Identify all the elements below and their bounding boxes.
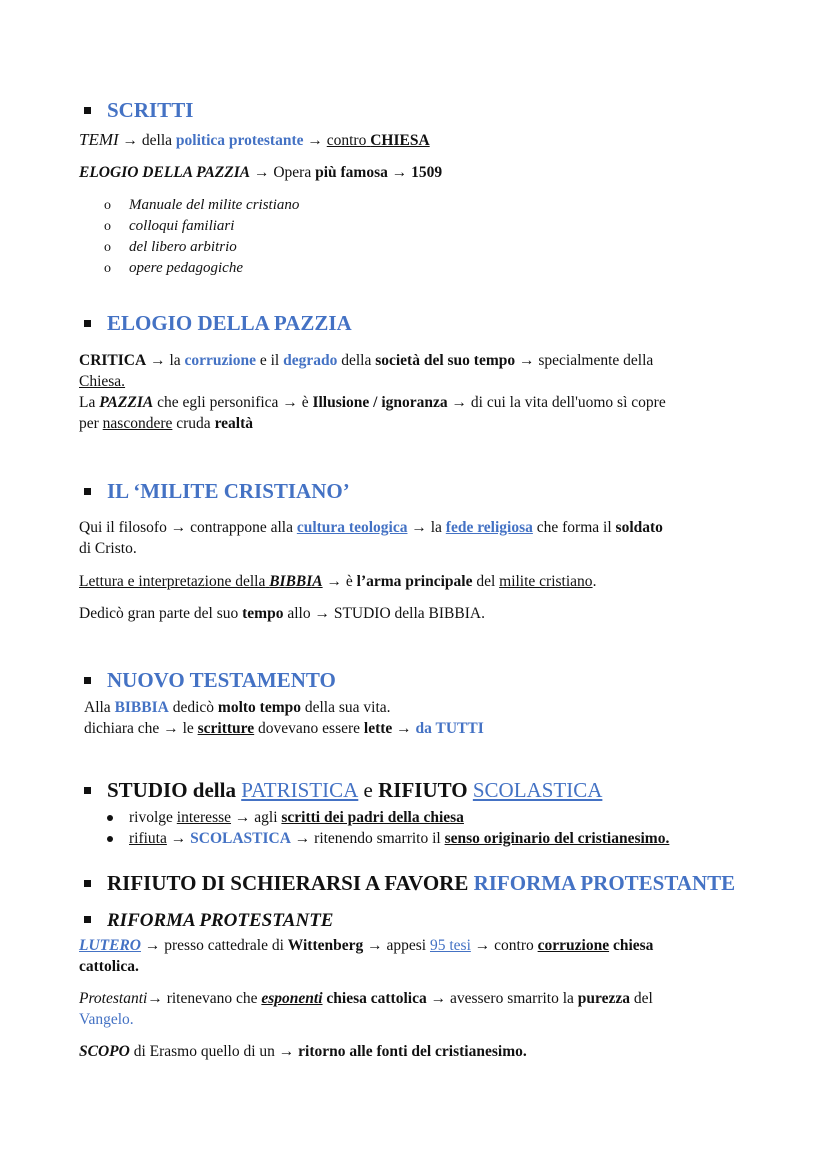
milite-paragraph-1: Qui il filosofo → contrappone alla cultura teologica → la fede religiosa che forma il soldato di Cristo.	[79, 519, 663, 557]
nuovo-paragraph: Alla BIBBIA dedicò molto tempo della sua vita. dichiara che → le scritture dovevano essere lette → da TUTTI	[84, 699, 484, 737]
list-item: o del libero arbitrio	[104, 237, 299, 258]
temi-line: TEMI → della politica protestante → contro CHIESA	[79, 130, 430, 149]
works-list	[104, 195, 299, 279]
lutero-paragraph: LUTERO → presso cattedrale di Wittenberg → appesi 95 tesi → contro corruzione chiesa cattolica.	[79, 937, 654, 975]
heading-riforma: RIFORMA PROTESTANTE	[84, 910, 333, 931]
milite-paragraph-2: Lettura e interpretazione della BIBBIA → è l’arma principale del milite cristiano.	[79, 573, 597, 590]
milite-paragraph-3: Dedicò gran parte del suo tempo allo → STUDIO della BIBBIA.	[79, 605, 485, 622]
heading-elogio: ELOGIO DELLA PAZZIA	[84, 313, 352, 334]
list-item: o opere pedagogiche	[104, 258, 299, 279]
square-bullet-icon	[84, 488, 91, 495]
square-bullet-icon	[84, 880, 91, 887]
list-item: o colloqui familiari	[104, 216, 299, 237]
list-item: rifiuta → SCOLASTICA → ritenendo smarrito il senso originario del cristianesimo.	[104, 828, 669, 849]
studio-bullets	[104, 807, 669, 849]
heading-nuovo-testamento: NUOVO TESTAMENTO	[84, 670, 336, 691]
heading-rifiuto: RIFIUTO DI SCHIERARSI A FAVORE RIFORMA PROTESTANTE	[84, 873, 735, 894]
elogio-line: ELOGIO DELLA PAZZIA → Opera più famosa → 1509	[79, 164, 443, 181]
list-item: rivolge interesse → agli scritti dei padri della chiesa	[104, 807, 669, 828]
elogio-paragraph: CRITICA → la corruzione e il degrado della società del suo tempo → specialmente della Chiesa. La PAZZIA che egli personifica → è Illusione / ignoranza → di cui la vita dell'uomo sì copre per nascondere cruda realtà	[79, 352, 666, 432]
square-bullet-icon	[84, 787, 91, 794]
square-bullet-icon	[84, 107, 91, 114]
square-bullet-icon	[84, 916, 91, 923]
heading-studio-patristica: STUDIO della PATRISTICA e RIFIUTO SCOLASTICA	[84, 780, 602, 801]
heading-milite: IL ‘MILITE CRISTIANO’	[84, 481, 350, 502]
square-bullet-icon	[84, 677, 91, 684]
list-item: o Manuale del milite cristiano	[104, 195, 299, 216]
scopo-paragraph: SCOPO di Erasmo quello di un → ritorno alle fonti del cristianesimo.	[79, 1043, 527, 1060]
heading-scritti: SCRITTI	[84, 100, 193, 121]
square-bullet-icon	[84, 320, 91, 327]
protestanti-paragraph: Protestanti→ ritenevano che esponenti chiesa cattolica → avessero smarrito la purezza del Vangelo.	[79, 990, 653, 1028]
